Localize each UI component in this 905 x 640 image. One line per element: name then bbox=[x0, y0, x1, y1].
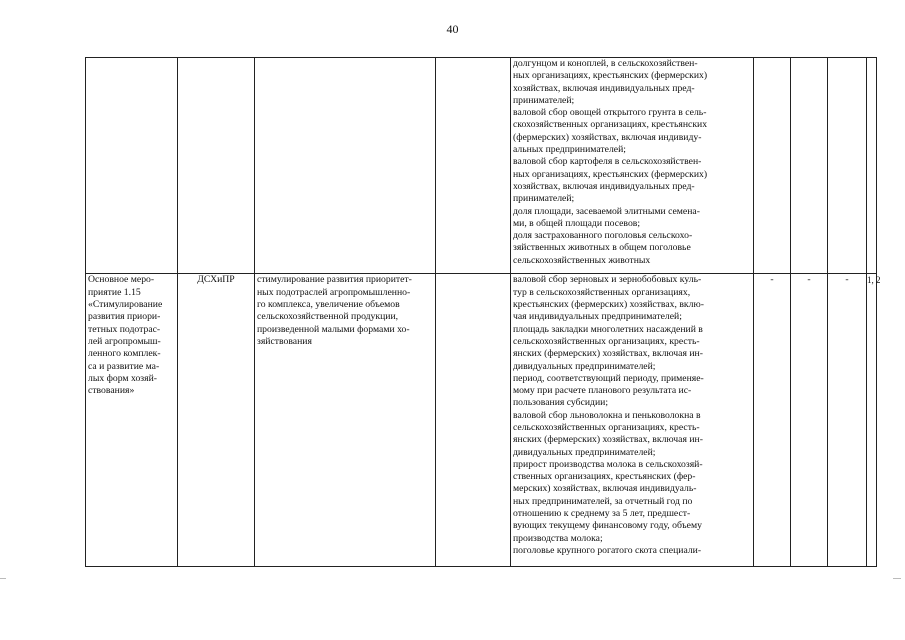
indicator-line: сельскохозяйственных организациях, кресть- bbox=[513, 421, 700, 433]
indicator-line: янских (фермерских) хозяйствах, включая ин- bbox=[513, 348, 703, 360]
cell-tasks-empty bbox=[867, 58, 877, 274]
indicator-line: валовой сбор овощей открытого грунта в сель- bbox=[513, 107, 707, 119]
indicator-line: сельскохозяйственных организациях, кресть- bbox=[513, 335, 700, 347]
indicator-line: поголовье крупного рогатого скота специали- bbox=[513, 544, 702, 556]
measure-line: Основное меро- bbox=[88, 274, 155, 286]
indicator-line: ных предпринимателей, за отчетный год по bbox=[513, 495, 693, 507]
indicator-line: принимателей; bbox=[513, 94, 575, 106]
indicator-line: ственных организациях, крестьянских (фер- bbox=[513, 471, 696, 483]
indicator-line: мерских) хозяйствах, включая индивидуаль- bbox=[513, 483, 697, 495]
measure-line: са и развитие ма- bbox=[88, 360, 160, 372]
indicator-line: период, соответствующий периоду, применяе- bbox=[513, 372, 704, 384]
indicator-line: валовой сбор картофеля в сельскохозяйствен- bbox=[513, 156, 702, 168]
indicator-line: долгунцом и коноплей, в сельскохозяйствен- bbox=[513, 58, 698, 69]
page-number: 40 bbox=[446, 22, 459, 36]
table-row-measure-1-15 bbox=[86, 274, 877, 567]
cell-result-empty bbox=[255, 58, 436, 274]
cell-executor-empty bbox=[178, 58, 255, 274]
measure-line: ствования» bbox=[88, 385, 135, 397]
indicator-line: отношению к среднему за 5 лет, предшест- bbox=[513, 508, 691, 520]
indicator-line: вующих текущему финансовому году, объему bbox=[513, 520, 702, 532]
cell-value-1-empty bbox=[754, 58, 791, 274]
indicator-line: принимателей; bbox=[513, 193, 575, 205]
indicator-line: альных предпринимателей; bbox=[513, 144, 626, 156]
cell-value-1: - bbox=[754, 274, 791, 567]
scan-edge-mark-right bbox=[893, 578, 901, 579]
measure-line: лых форм хозяй- bbox=[88, 372, 157, 384]
indicator-line: дивидуальных предпринимателей; bbox=[513, 360, 656, 372]
cell-extra-empty bbox=[436, 58, 511, 274]
cell-indicators-continuation bbox=[511, 58, 754, 274]
indicator-line: чая индивидуальных предпринимателей; bbox=[513, 311, 682, 323]
result-line: зяйствования bbox=[257, 335, 312, 347]
cell-value-2: - bbox=[791, 274, 828, 567]
indicator-line: ми, в общей площади посевов; bbox=[513, 217, 641, 229]
measure-line: ленного комплек- bbox=[88, 348, 161, 360]
cell-tasks: 1, 2 bbox=[867, 274, 877, 567]
indicator-line: тур в сельскохозяйственных организациях, bbox=[513, 286, 691, 298]
cell-value-3-empty bbox=[828, 58, 867, 274]
indicator-line: (фермерских) хозяйствах, включая индивиду- bbox=[513, 131, 702, 143]
result-line: произведенной малыми формами хо- bbox=[257, 323, 410, 335]
indicator-line: ных организациях, крестьянских (фермерских) bbox=[513, 70, 708, 82]
measure-line: развития приори- bbox=[88, 311, 161, 323]
indicator-line: ных организациях, крестьянских (фермерских) bbox=[513, 168, 708, 180]
scan-edge-mark-left bbox=[0, 578, 6, 579]
indicator-line: янских (фермерских) хозяйствах, включая ин- bbox=[513, 434, 703, 446]
indicator-line: зяйственных животных в общем поголовье bbox=[513, 242, 691, 254]
cell-value-2-empty bbox=[791, 58, 828, 274]
cell-value-3: - bbox=[828, 274, 867, 567]
indicator-line: сельскохозяйственных животных bbox=[513, 254, 651, 266]
measure-line: тетных подотрас- bbox=[88, 323, 161, 335]
measure-line: «Стимулирование bbox=[88, 299, 163, 311]
indicator-line: доля застрахованного поголовья сельскохо- bbox=[513, 230, 693, 242]
indicator-line: хозяйствах, включая индивидуальных пред- bbox=[513, 82, 695, 94]
measure-line: лей агропромыш- bbox=[88, 335, 161, 347]
indicator-line: скохозяйственных организациях, крестьянских bbox=[513, 119, 708, 131]
measure-line: приятие 1.15 bbox=[88, 286, 141, 298]
cell-expected-result bbox=[255, 274, 436, 567]
indicator-line: хозяйствах, включая индивидуальных пред- bbox=[513, 180, 695, 192]
cell-indicators bbox=[511, 274, 754, 567]
result-line: сельскохозяйственной продукции, bbox=[257, 311, 399, 323]
cell-extra-empty bbox=[436, 274, 511, 567]
cell-executor: ДСХиПР bbox=[178, 274, 255, 567]
result-line: стимулирование развития приоритет- bbox=[257, 274, 412, 286]
indicator-line: прирост производства молока в сельскохозяй- bbox=[513, 458, 703, 470]
result-line: ных подотраслей агропромышленно- bbox=[257, 286, 411, 298]
cell-measure-empty bbox=[86, 58, 178, 274]
table-row-continuation bbox=[86, 58, 877, 274]
document-table bbox=[85, 57, 881, 567]
result-line: го комплекса, увеличение объемов bbox=[257, 299, 400, 311]
indicator-line: крестьянских (фермерских) хозяйствах, вклю- bbox=[513, 299, 704, 311]
indicator-line: валовой сбор льноволокна и пеньковолокна в bbox=[513, 409, 701, 421]
indicator-line: пользования субсидии; bbox=[513, 397, 609, 409]
indicator-line: доля площади, засеваемой элитными семена- bbox=[513, 205, 700, 217]
indicator-line: площадь закладки многолетних насаждений в bbox=[513, 323, 703, 335]
indicator-line: дивидуальных предпринимателей; bbox=[513, 446, 656, 458]
indicator-line: мому при расчете планового результата ис- bbox=[513, 385, 692, 397]
indicator-line: производства молока; bbox=[513, 532, 603, 544]
cell-measure-name bbox=[86, 274, 178, 567]
indicator-line: валовой сбор зерновых и зернобобовых куль- bbox=[513, 274, 702, 286]
